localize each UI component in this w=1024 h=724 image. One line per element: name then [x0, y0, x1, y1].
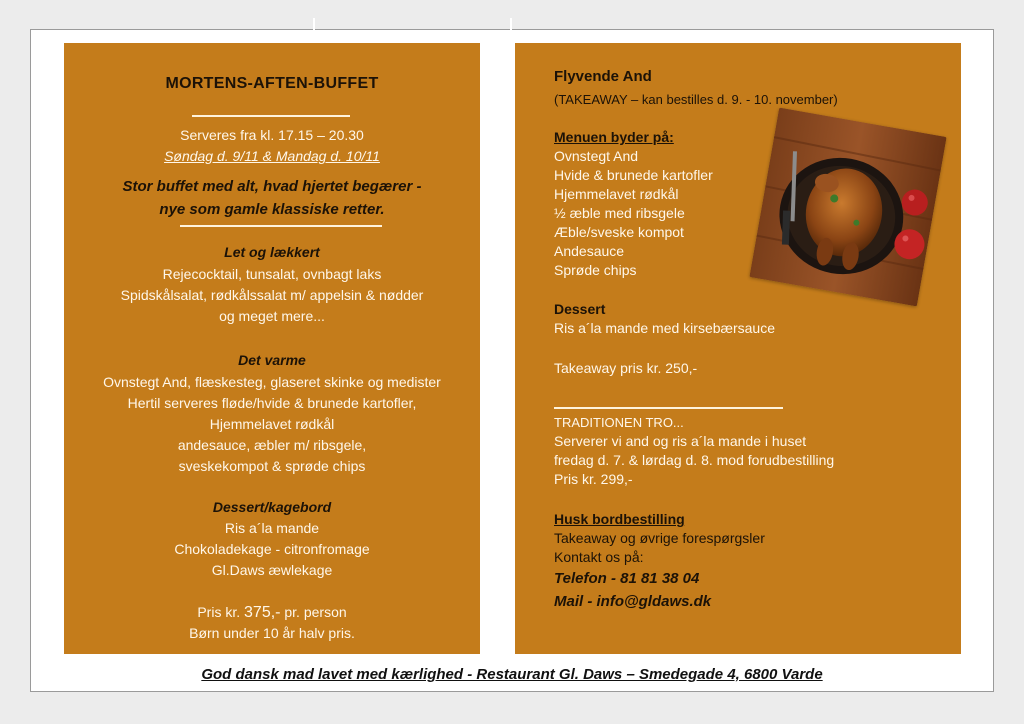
menu-item: ½ æble med ribsgele — [554, 205, 685, 221]
menu-line: Spidskålsalat, rødkålssalat m/ appelsin & nødder — [120, 287, 424, 303]
roast-duck-illustration — [749, 108, 946, 307]
menu-item: Æble/sveske kompot — [554, 224, 684, 240]
booking-line: Kontakt os på: — [554, 549, 644, 565]
menu-line: sveskekompot & sprøde chips — [178, 458, 366, 474]
takeaway-price: Takeaway pris kr. 250,- — [554, 360, 698, 376]
divider — [192, 115, 350, 117]
booking-heading: Husk bordbestilling — [554, 511, 685, 527]
divider — [554, 407, 783, 409]
roast-duck-photo — [749, 108, 946, 307]
menu-line: andesauce, æbler m/ ribsgele, — [177, 437, 367, 453]
fold-mark — [313, 18, 315, 40]
dessert-heading: Dessert — [554, 301, 606, 317]
section-heading-warm: Det varme — [238, 352, 306, 368]
tradition-heading: TRADITIONEN TRO... — [554, 415, 684, 430]
serving-days: Søndag d. 9/11 & Mandag d. 10/11 — [164, 148, 380, 164]
menu-line: Gl.Daws æwlekage — [211, 562, 333, 578]
menu-item: Sprøde chips — [554, 262, 637, 278]
takeaway-subtitle: (TAKEAWAY – kan bestilles d. 9. - 10. november) — [554, 92, 838, 107]
tradition-line: Serverer vi and og ris a´la mande i huset — [554, 433, 807, 449]
menu-line: Ovnstegt And, flæskesteg, glaseret skinke og medister — [103, 374, 441, 390]
footer-tagline: God dansk mad lavet med kærlighed - Restaurant Gl. Daws – Smedegade 4, 6800 Varde — [201, 666, 823, 683]
tagline-line-2: nye som gamle klassiske retter. — [159, 201, 385, 218]
takeaway-title: Flyvende And — [554, 68, 652, 85]
tradition-line: fredag d. 7. & lørdag d. 8. mod forudbestilling — [554, 452, 835, 468]
buffet-title: MORTENS-AFTEN-BUFFET — [165, 75, 379, 92]
menu-item: Hjemmelavet rødkål — [554, 186, 679, 202]
panel-divider — [510, 29, 512, 653]
menu-item: Hvide & brunede kartofler — [554, 167, 713, 183]
phone-number[interactable]: Telefon - 81 81 38 04 — [554, 570, 700, 587]
section-heading-dessert: Dessert/kagebord — [212, 499, 332, 515]
menu-line: Ris a´la mande — [224, 520, 320, 536]
divider — [180, 225, 382, 227]
menu-line: Chokoladekage - citronfromage — [174, 541, 370, 557]
buffet-price: Pris kr. 375,- pr. person — [197, 604, 347, 621]
buffet-panel — [64, 43, 480, 654]
menu-item: Ovnstegt And — [554, 148, 639, 164]
menu-line: Hjemmelavet rødkål — [209, 416, 335, 432]
menu-heading: Menuen byder på: — [554, 129, 674, 145]
tradition-line: Pris kr. 299,- — [554, 471, 633, 487]
dessert-item: Ris a´la mande med kirsebærsauce — [554, 320, 775, 336]
menu-item: Andesauce — [554, 243, 625, 259]
section-heading-light: Let og lækkert — [224, 244, 320, 260]
tagline-line-1: Stor buffet med alt, hvad hjertet begærer - — [122, 178, 422, 195]
menu-line: Hertil serveres fløde/hvide & brunede kartofler, — [127, 395, 417, 411]
children-price: Børn under 10 år halv pris. — [189, 625, 355, 641]
menu-line: og meget mere... — [219, 308, 325, 324]
email-address[interactable]: Mail - info@gldaws.dk — [554, 593, 712, 610]
booking-line: Takeaway og øvrige forespørgsler — [554, 530, 765, 546]
menu-line: Rejecocktail, tunsalat, ovnbagt laks — [162, 266, 382, 282]
serving-time: Serveres fra kl. 17.15 – 20.30 — [180, 127, 364, 143]
